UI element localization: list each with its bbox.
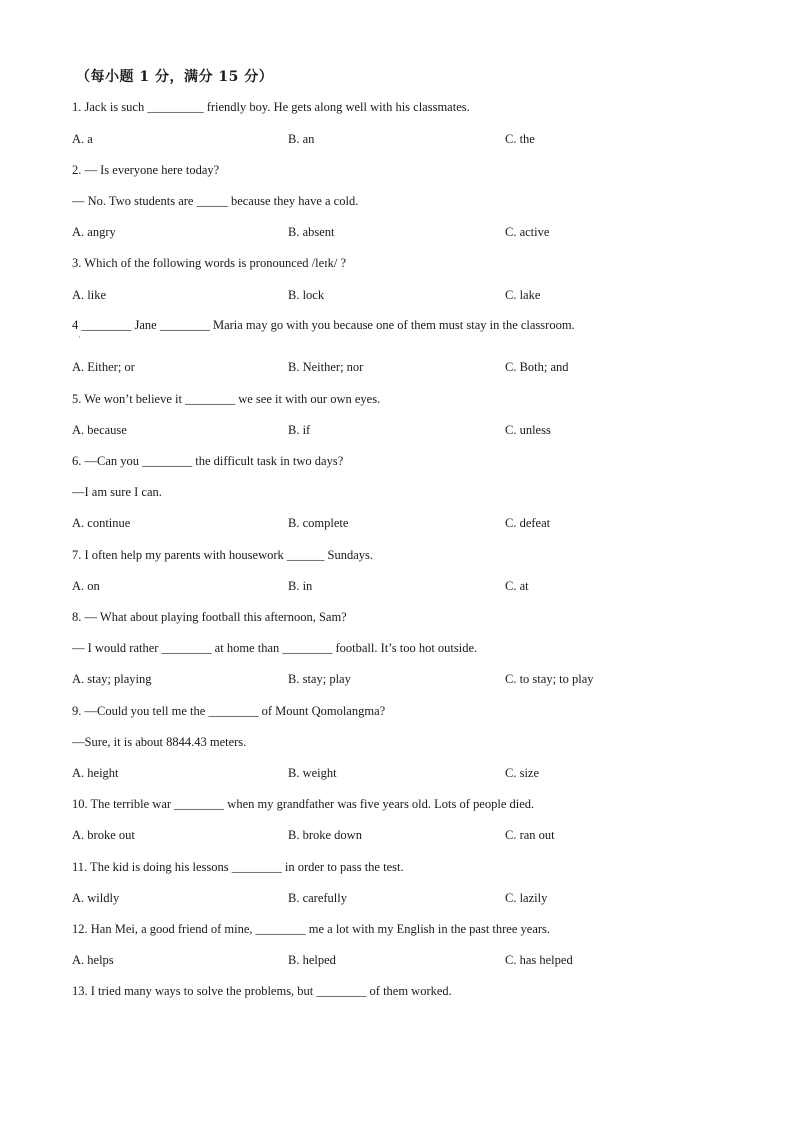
question-13-stem: 13. I tried many ways to solve the problems, but ________ of them worked.	[72, 984, 452, 998]
question-1-options	[72, 132, 722, 148]
question-2-stem: 2. — Is everyone here today?	[72, 163, 220, 177]
option-b[interactable]: B. broke down	[288, 828, 362, 842]
question-12-stem: 12. Han Mei, a good friend of mine, ________ me a lot with my English in the past three years.	[72, 922, 551, 936]
option-c[interactable]: C. the	[505, 132, 535, 146]
question-10-stem: 10. The terrible war ________ when my grandfather was five years old. Lots of people died.	[72, 797, 535, 811]
question-11-stem: 11. The kid is doing his lessons ________ in order to pass the test.	[72, 860, 404, 874]
question-6-reply: —I am sure I can.	[72, 485, 162, 499]
question-9-stem: 9. —Could you tell me the ________ of Mount Qomolangma?	[72, 704, 386, 718]
question-9-options	[72, 766, 722, 782]
question-8-stem: 8. — What about playing football this afternoon, Sam?	[72, 610, 347, 624]
option-c[interactable]: C. size	[505, 766, 540, 780]
option-a[interactable]: A. broke out	[72, 828, 135, 842]
option-a[interactable]: A. like	[72, 288, 107, 302]
option-b[interactable]: B. carefully	[288, 891, 348, 905]
question-7-options	[72, 579, 722, 595]
question-4-options	[72, 360, 722, 376]
option-c[interactable]: C. has helped	[505, 953, 573, 967]
option-a[interactable]: A. on	[72, 579, 100, 593]
question-5-stem: 5. We won’t believe it ________ we see it with our own eyes.	[72, 392, 381, 406]
question-8-options	[72, 672, 722, 688]
question-8-reply: — I would rather ________ at home than ________ football. It’s too hot outside.	[72, 641, 478, 655]
option-a[interactable]: A. wildly	[72, 891, 120, 905]
option-b[interactable]: B. helped	[288, 953, 336, 967]
question-7-stem: 7. I often help my parents with housework ______ Sundays.	[72, 548, 374, 562]
question-6-stem: 6. —Can you ________ the difficult task in two days?	[72, 454, 344, 468]
option-a[interactable]: A. a	[72, 132, 93, 146]
option-c[interactable]: C. ran out	[505, 828, 555, 842]
option-b[interactable]: B. an	[288, 132, 315, 146]
question-2-options	[72, 225, 722, 241]
option-b[interactable]: B. Neither; nor	[288, 360, 364, 374]
question-3-options	[72, 288, 722, 304]
option-a[interactable]: A. because	[72, 423, 127, 437]
option-b[interactable]: B. weight	[288, 766, 337, 780]
option-b[interactable]: B. absent	[288, 225, 335, 239]
question-12-options	[72, 953, 722, 969]
number-dot: ·	[78, 333, 81, 342]
question-2-reply: — No. Two students are _____ because they have a cold.	[72, 194, 359, 208]
option-a[interactable]: A. continue	[72, 516, 131, 530]
option-c[interactable]: C. unless	[505, 423, 551, 437]
question-11-options	[72, 891, 722, 907]
question-3-stem: 3. Which of the following words is pronounced /leɪk/ ?	[72, 256, 347, 270]
option-b[interactable]: B. stay; play	[288, 672, 351, 686]
option-a[interactable]: A. angry	[72, 225, 116, 239]
option-a[interactable]: A. helps	[72, 953, 114, 967]
option-c[interactable]: C. active	[505, 225, 550, 239]
option-b[interactable]: B. lock	[288, 288, 325, 302]
question-10-options	[72, 828, 722, 844]
option-b[interactable]: B. in	[288, 579, 313, 593]
section-header: （每小题 1 分，满分 15 分）	[76, 69, 274, 85]
option-c[interactable]: C. defeat	[505, 516, 551, 530]
option-c[interactable]: C. to stay; to play	[505, 672, 594, 686]
option-a[interactable]: A. Either; or	[72, 360, 135, 374]
option-b[interactable]: B. if	[288, 423, 311, 437]
option-a[interactable]: A. height	[72, 766, 119, 780]
option-b[interactable]: B. complete	[288, 516, 349, 530]
option-c[interactable]: C. Both; and	[505, 360, 569, 374]
option-a[interactable]: A. stay; playing	[72, 672, 152, 686]
option-c[interactable]: C. lake	[505, 288, 541, 302]
question-5-options	[72, 423, 722, 439]
question-6-options	[72, 516, 722, 532]
option-c[interactable]: C. lazily	[505, 891, 548, 905]
question-1-stem: 1. Jack is such _________ friendly boy. He gets along well with his classmates.	[72, 100, 470, 114]
question-4-stem: 4 ________ Jane ________ Maria may go with you because one of them must stay in the classroom.	[72, 318, 575, 332]
question-9-reply: —Sure, it is about 8844.43 meters.	[72, 735, 247, 749]
option-c[interactable]: C. at	[505, 579, 529, 593]
